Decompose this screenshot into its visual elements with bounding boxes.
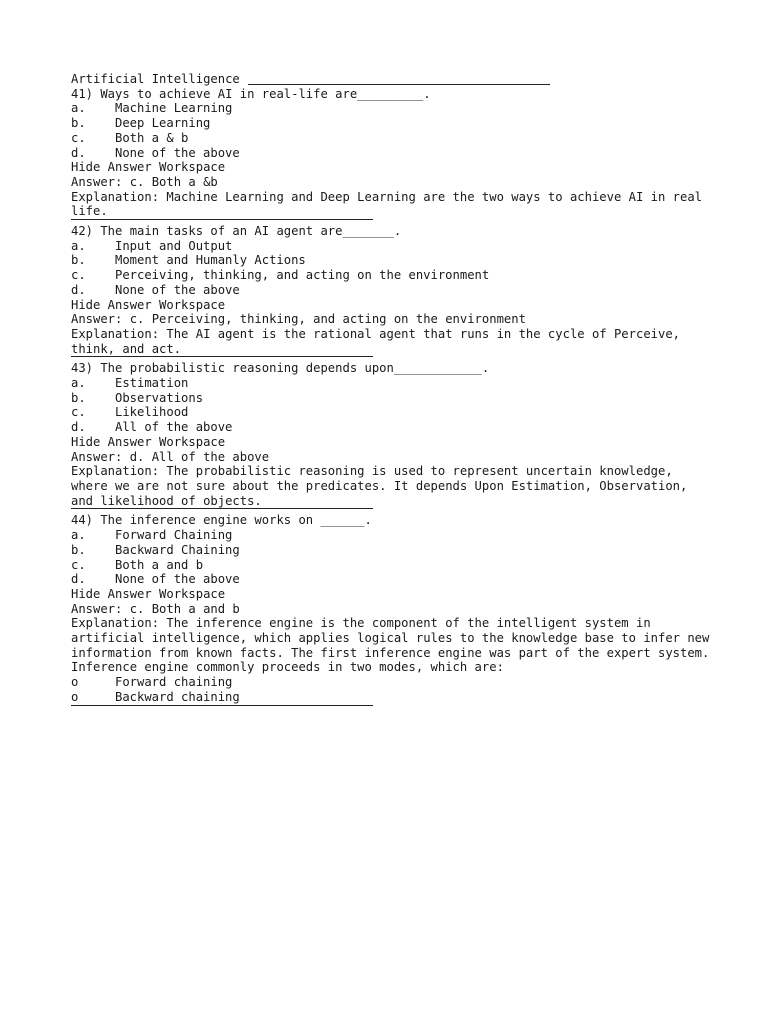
option-letter: a.	[71, 101, 86, 116]
answer-option	[71, 405, 711, 420]
answer-option	[71, 376, 711, 391]
explanation-text: Explanation: The AI agent is the rational agent that runs in the cycle of Perceive, think, and act.	[71, 326, 681, 356]
option-text: Perceiving, thinking, and acting on the environment	[115, 268, 490, 283]
option-letter: d.	[71, 572, 86, 587]
answer-option	[71, 572, 711, 587]
document-page	[71, 72, 711, 710]
answer-option	[71, 253, 711, 268]
answer-option	[71, 391, 711, 406]
answer-option	[71, 116, 711, 131]
section-divider	[71, 219, 373, 220]
question-block	[71, 224, 711, 357]
bullet-marker: o	[71, 675, 79, 690]
answer-option	[71, 543, 711, 558]
option-letter: b.	[71, 390, 86, 405]
option-text: Estimation	[115, 376, 189, 391]
bullet-item	[71, 690, 711, 705]
option-letter: d.	[71, 145, 86, 160]
option-letter: c.	[71, 405, 86, 420]
question-block	[71, 87, 711, 220]
bullet-text: Backward chaining	[115, 689, 240, 704]
option-text: None of the above	[115, 572, 240, 587]
bullet-text: Forward chaining	[115, 675, 233, 690]
answer-option	[71, 131, 711, 146]
bullet-item	[71, 675, 711, 690]
question-list	[71, 87, 711, 706]
option-letter: d.	[71, 420, 86, 435]
option-text: Input and Output	[115, 238, 233, 253]
option-letter: b.	[71, 253, 86, 268]
option-text: Moment and Humanly Actions	[115, 253, 306, 268]
question-prompt: 42) The main tasks of an AI agent are_______.	[71, 224, 402, 239]
answer-line: Answer: c. Both a &b	[71, 174, 218, 189]
explanation-text: Explanation: Machine Learning and Deep Learning are the two ways to achieve AI in real life.	[71, 189, 703, 219]
answer-option	[71, 146, 711, 161]
option-text: None of the above	[115, 145, 240, 160]
section-divider	[71, 356, 373, 357]
option-text: Forward Chaining	[115, 528, 233, 543]
option-text: All of the above	[115, 420, 233, 435]
option-text: Both a and b	[115, 557, 204, 572]
option-letter: b.	[71, 542, 86, 557]
option-letter: a.	[71, 528, 86, 543]
answer-line: Answer: c. Both a and b	[71, 601, 240, 616]
explanation-text: Explanation: The inference engine is the component of the intelligent system in artificial intelligence, which applies logical rules to the knowledge base to infer new information from known facts. The first inference engine was part of the expert system. Inference engine commonly proceeds in two modes, which are:	[71, 616, 710, 675]
option-text: Likelihood	[115, 405, 189, 420]
answer-option	[71, 558, 711, 573]
option-text: Machine Learning	[115, 101, 233, 116]
section-divider	[71, 508, 373, 509]
option-letter: c.	[71, 130, 86, 145]
question-block	[71, 361, 711, 509]
hide-answer-workspace-link: Hide Answer Workspace	[71, 434, 226, 449]
document-header	[71, 72, 711, 87]
option-letter: c.	[71, 557, 86, 572]
option-letter: a.	[71, 376, 86, 391]
hide-answer-workspace-link: Hide Answer Workspace	[71, 160, 226, 175]
hide-answer-workspace-link: Hide Answer Workspace	[71, 586, 226, 601]
answer-option	[71, 283, 711, 298]
option-text: Deep Learning	[115, 116, 211, 131]
answer-option	[71, 268, 711, 283]
document-title: Artificial Intelligence	[71, 72, 240, 86]
option-letter: c.	[71, 268, 86, 283]
question-prompt: 44) The inference engine works on ______.	[71, 513, 372, 528]
hide-answer-workspace-link: Hide Answer Workspace	[71, 297, 226, 312]
answer-option	[71, 528, 711, 543]
answer-option	[71, 101, 711, 116]
option-letter: a.	[71, 238, 86, 253]
question-prompt: 43) The probabilistic reasoning depends upon____________.	[71, 361, 490, 376]
answer-line: Answer: c. Perceiving, thinking, and acting on the environment	[71, 312, 526, 327]
option-text: None of the above	[115, 282, 240, 297]
answer-line: Answer: d. All of the above	[71, 449, 270, 464]
explanation-text: Explanation: The probabilistic reasoning is used to represent uncertain knowledge, where we are not sure about the predicates. It depends Upon Estimation, Observation, and likelihood of objects.	[71, 464, 688, 508]
answer-option	[71, 420, 711, 435]
title-underline	[248, 84, 550, 85]
option-text: Observations	[115, 390, 204, 405]
option-letter: b.	[71, 116, 86, 131]
answer-option	[71, 239, 711, 254]
question-prompt: 41) Ways to achieve AI in real-life are_________.	[71, 86, 431, 101]
option-letter: d.	[71, 282, 86, 297]
section-divider	[71, 705, 373, 706]
option-text: Both a & b	[115, 130, 189, 145]
question-block	[71, 513, 711, 705]
bullet-marker: o	[71, 689, 79, 704]
option-text: Backward Chaining	[115, 542, 240, 557]
